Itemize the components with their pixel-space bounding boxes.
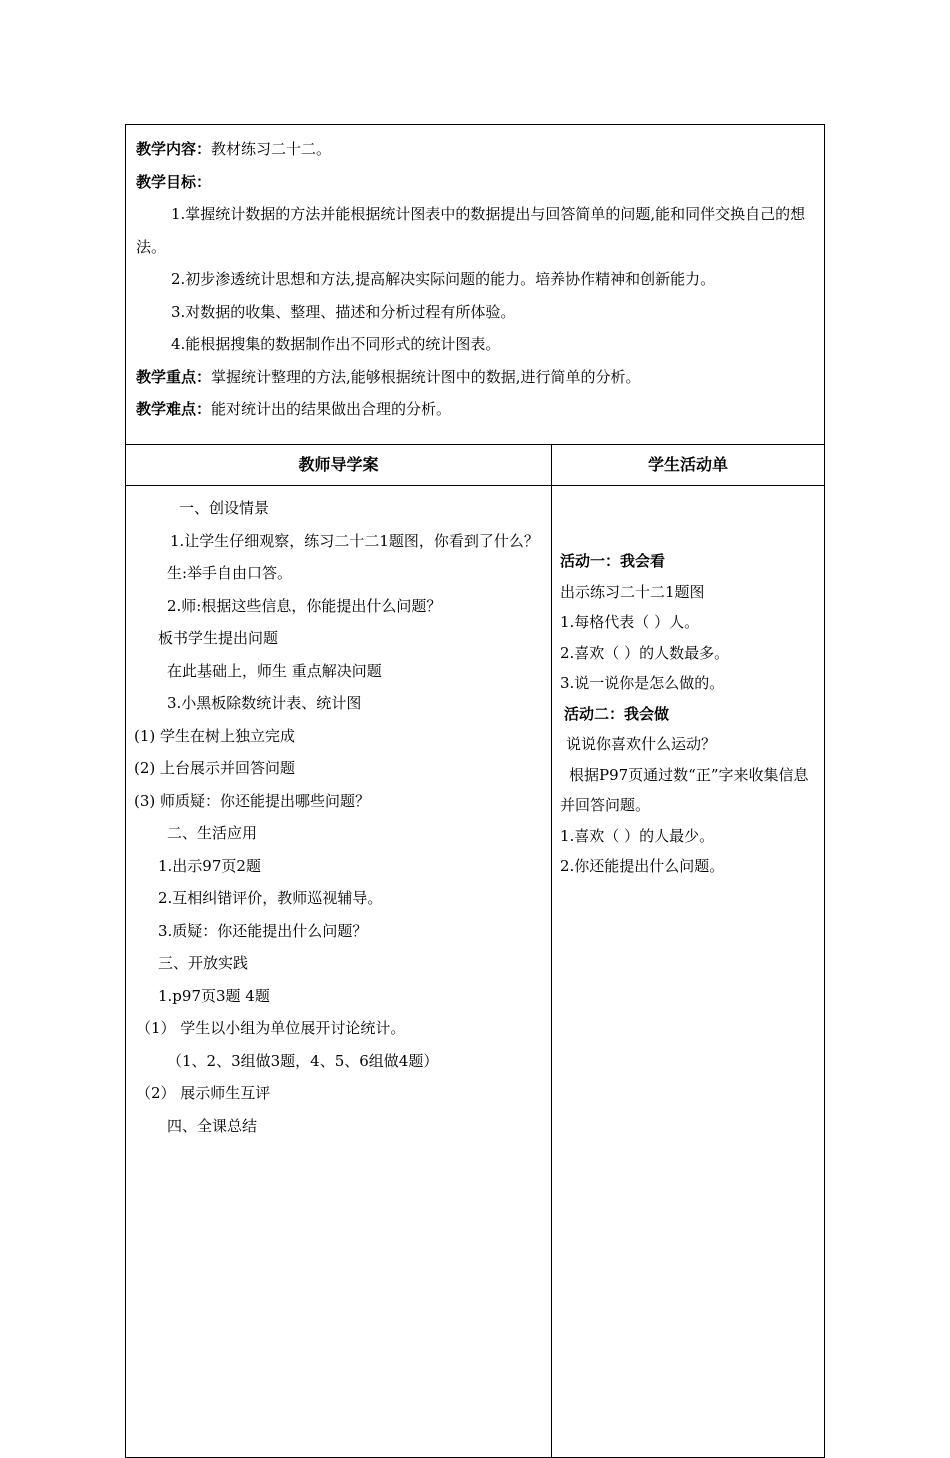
teacher-line: 一、创设情景 [179,499,270,517]
teacher-column [126,445,552,1457]
teacher-content [126,486,551,1457]
activity2-title: 活动二：我会做 [564,704,670,723]
goal-item: 1.掌握统计数据的方法并能根据统计图表中的数据提出与回答简单的问题,能和同伴交换自己的想法。 [136,205,806,256]
student-header: 学生活动单 [552,445,824,486]
teacher-line: （1、2、3组做3题，4、5、6组做4题） [167,1051,439,1070]
activity1-title: 活动一：我会看 [560,552,666,570]
activity1-line: 出示练习二十二1题图 [560,582,705,601]
activity1-line: 3.说一说你是怎么做的。 [560,674,725,692]
key-text: 掌握统计整理的方法,能够根据统计图中的数据,进行简单的分析。 [211,367,641,386]
student-column [552,445,824,1457]
teacher-line: (1) 学生在树上独立完成 [134,726,296,745]
teacher-line: 在此基础上，师生 重点解决问题 [167,661,382,680]
difficulty-label: 教学难点： [136,400,212,418]
teacher-line: 板书学生提出问题 [158,629,279,647]
difficulty-row [136,393,814,426]
lesson-plan [125,124,825,1458]
teacher-line: 2.师:根据这些信息，你能提出什么问题？ [167,596,442,615]
teacher-line: 1.p97页3题 4题 [158,986,270,1005]
plan-table [125,445,825,1458]
teacher-line: 1.出示97页2题 [158,856,261,875]
content-row [136,133,814,166]
activity2-line: 说说你喜欢什么运动？ [566,735,717,753]
activity2-line: 根据P97页通过数“正”字来收集信息并回答问题。 [560,765,809,814]
key-row [136,361,814,394]
teacher-line: 二、生活应用 [167,824,258,842]
content-text: 教材练习二十二。 [211,140,332,158]
teacher-line: (2) 上台展示并回答问题 [134,759,296,777]
teacher-line: 生:举手自由口答。 [167,564,293,582]
teacher-line: 3.质疑：你还能提出什么问题？ [158,921,368,940]
difficulty-text: 能对统计出的结果做出合理的分析。 [211,400,452,418]
teacher-line: 3.小黑板除数统计表、统计图 [167,694,362,712]
teacher-line: (3) 师质疑：你还能提出哪些问题？ [134,791,371,810]
teacher-line: （1） 学生以小组为单位展开讨论统计。 [136,1019,406,1037]
goals-label: 教学目标： [136,172,212,191]
teacher-line: 1.让学生仔细观察，练习二十二1题图，你看到了什么？ [170,531,539,550]
teacher-line: 四、全课总结 [167,1116,258,1135]
key-label: 教学重点： [136,367,212,386]
activity1-line: 2.喜欢（ ）的人数最多。 [560,643,730,662]
goal-item: 4.能根据搜集的数据制作出不同形式的统计图表。 [171,335,501,353]
student-content [552,486,824,882]
lesson-overview [125,124,825,445]
activity2-line: 1.喜欢（ ）的人最少。 [560,826,715,845]
teacher-line: 2.互相纠错评价，教师巡视辅导。 [158,889,383,907]
activity2-line: 2.你还能提出什么问题。 [560,857,725,875]
teacher-line: （2） 展示师生互评 [136,1084,271,1102]
goal-item: 2.初步渗透统计思想和方法,提高解决实际问题的能力。培养协作精神和创新能力。 [171,270,716,288]
goal-item: 3.对数据的收集、整理、描述和分析过程有所体验。 [171,302,516,321]
content-label: 教学内容： [136,140,212,158]
teacher-header: 教师导学案 [126,445,551,486]
activity1-line: 1.每格代表（ ）人。 [560,613,700,631]
teacher-line: 三、开放实践 [158,954,249,972]
